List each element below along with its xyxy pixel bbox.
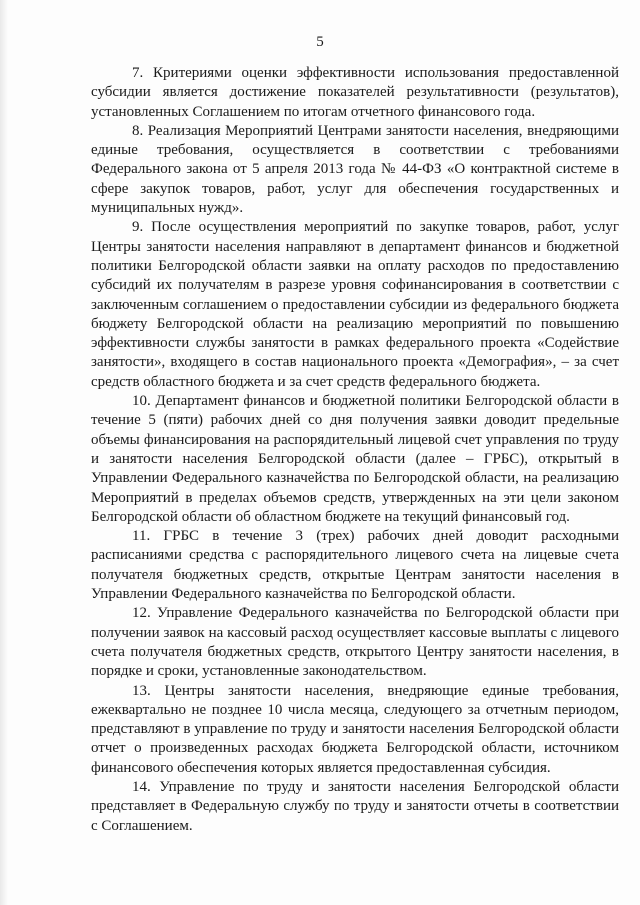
paragraph-8: 8. Реализация Мероприятий Центрами занятости населения, внедряющими единые требования, осуществляется в соответствии с требованиями Федерального закона от 5 апреля 2013 года № 44-ФЗ «О контрактной системе в сфере закупок товаров, работ, услуг для обеспечения государственных и муниципальных нужд». — [91, 122, 619, 217]
paragraph-9: 9. После осуществления мероприятий по закупке товаров, работ, услуг Центры занятости населения направляют в департамент финансов и бюджетной политики Белгородской области заявки на оплату расходов по предоставлению субсидий их получателям в разрезе уровня софинансирования в соответствии с заключенным соглашением о предоставлении субсидии из федерального бюджета бюджету Белгородской области на реализацию мероприятий по повышению эффективности службы занятости в рамках федерального проекта «Содействие занятости», входящего в состав национального проекта «Демография», – за счет средств областного бюджета и за счет средств федерального бюджета. — [91, 219, 619, 390]
paragraph-10: 10. Департамент финансов и бюджетной политики Белгородской области в течение 5 (пяти) рабочих дней со дня получения заявки доводит предельные объемы финансирования на распорядительный лицевой счет управления по труду и занятости населения Белгородской области (далее – ГРБС), открытый в Управлении Федерального казначейства по Белгородской области, на реализацию Мероприятий в пределах объемов средств, утвержденных на эти цели законом Белгородской области об областном бюджете на текущий финансовый год. — [91, 393, 619, 525]
scan-edge-shadow — [0, 0, 8, 905]
paragraph-11: 11. ГРБС в течение 3 (трех) рабочих дней доводит расходными расписаниями средства с распорядительного лицевого счета на лицевые счета получателя бюджетных средств, открытые Центрам занятости населения в Управлении Федерального казначейства по Белгородской области. — [91, 528, 619, 603]
paragraph-13: 13. Центры занятости населения, внедряющие единые требования, ежеквартально не позднее 10 числа месяца, следующего за отчетным периодом, представляют в управление по труду и занятости населения Белгородской области отчет о произведенных расходах бюджета Белгородской области, источником финансового обеспечения которых является предоставленная субсидия. — [91, 682, 619, 776]
page-number: 5 — [316, 34, 324, 50]
paragraph-12: 12. Управление Федерального казначейства по Белгородской области при получении заявок на кассовый расход осуществляет кассовые выплаты с лицевого счета получателя бюджетных средств, открытого Центру занятости населения, в порядке и сроки, установленные законодательством. — [91, 605, 619, 680]
document-body — [91, 64, 619, 836]
paragraph-7: 7. Критериями оценки эффективности использования предоставленной субсидии является достижение показателей результативности (результатов), установленных Соглашением по итогам отчетного финансового года. — [91, 65, 619, 120]
paragraph-14: 14. Управление по труду и занятости населения Белгородской области представляет в Федеральную службу по труду и занятости отчеты в соответствии с Соглашением. — [91, 778, 619, 834]
